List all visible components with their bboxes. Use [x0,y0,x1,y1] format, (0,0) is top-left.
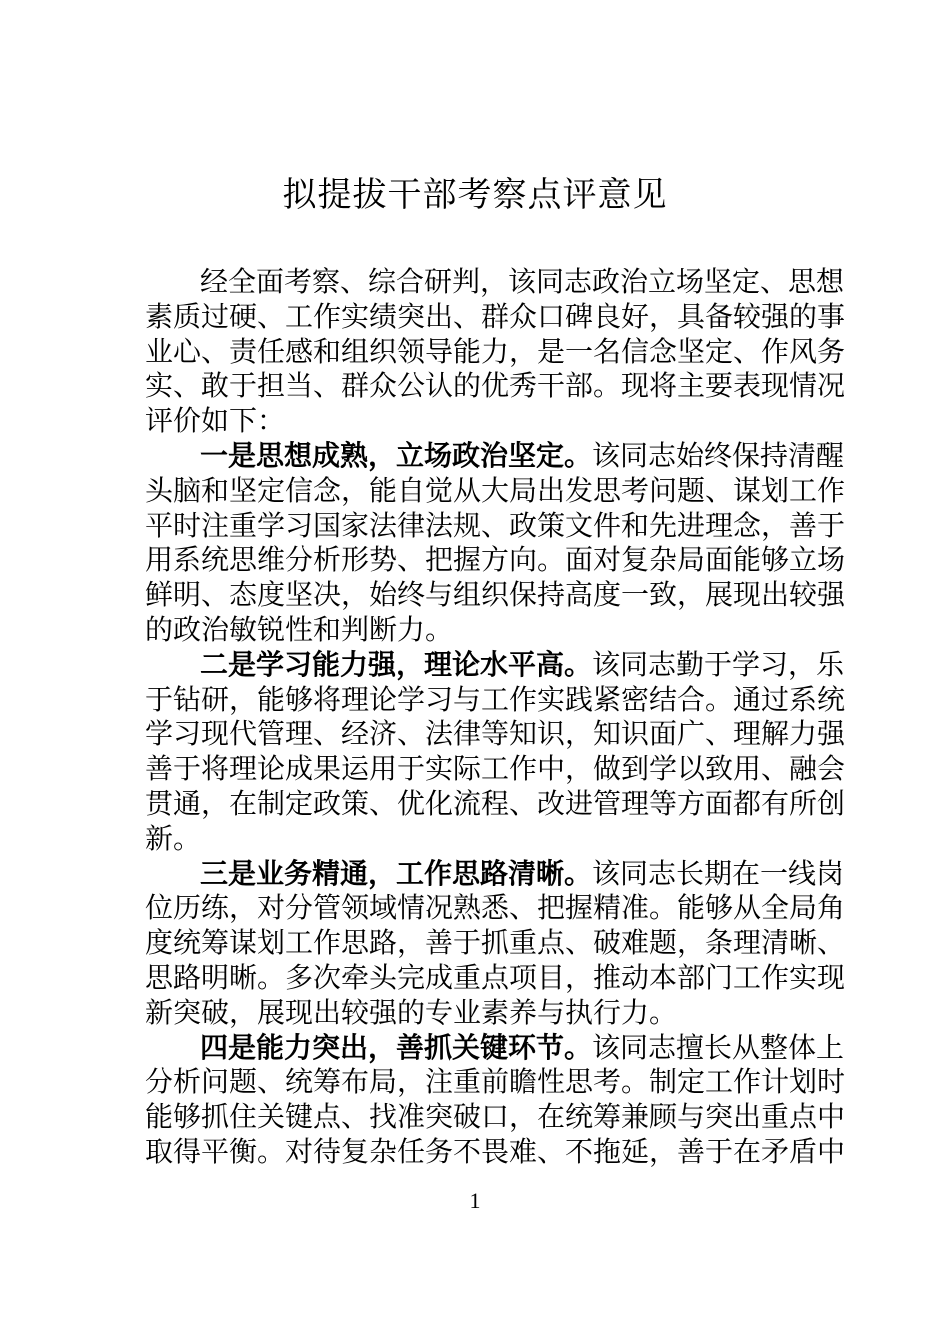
line-text: 新。 [145,821,202,855]
text-line [145,1065,846,1100]
text-line [145,438,845,474]
paragraph-heading: 二是学习能力强，理论水平高。 [200,647,593,681]
text-line [145,647,845,683]
line-text: 分析问题、统筹布局，注重前瞻性思考。制定工作计划时 [145,1065,846,1099]
paragraph [145,265,846,439]
line-text: 取得平衡。对待复杂任务不畏难、不拖延，善于在矛盾中 [145,1134,846,1168]
text-line [145,682,846,718]
paragraph [145,438,846,648]
line-text: 该同志始终保持清醒 [592,438,845,472]
line-text: 贯通，在制定政策、优化流程、改进管理等方面都有所创 [145,786,846,820]
text-line [145,822,805,857]
text-line [145,613,805,648]
line-text: 用系统思维分析形势、把握方向。面对复杂局面能够立场 [145,543,846,577]
text-line [145,1030,845,1066]
paragraph-heading: 四是能力突出，善抓关键环节。 [200,1030,593,1064]
text-line [145,1100,846,1135]
line-text: 实、敢于担当、群众公认的优秀干部。现将主要表现情况 [145,369,846,403]
text-line [145,960,846,996]
line-text: 业心、责任感和组织领导能力，是一名信念坚定、作风务 [145,334,846,368]
paragraph [145,1030,846,1170]
text-line [145,1134,846,1170]
line-text: 的政治敏锐性和判断力。 [145,612,454,646]
line-text: 素质过硬、工作实绩突出、群众口碑良好，具备较强的事 [145,299,846,333]
text-line [145,856,845,892]
text-line [145,891,846,926]
line-text: 新突破，展现出较强的专业素养与执行力。 [145,995,678,1029]
line-text: 善于将理论成果运用于实际工作中，做到学以致用、融会 [145,752,846,786]
page-number: 1 [469,1188,481,1213]
text-line [145,752,846,787]
line-text: 该同志长期在一线岗 [592,856,845,890]
text-line [145,926,846,961]
line-text: 学习现代管理、经济、法律等知识，知识面广、理解力强 [145,717,846,751]
text-line [145,996,805,1031]
document-body [145,265,846,1170]
paragraph [145,856,846,1031]
line-text: 经全面考察、综合研判，该同志政治立场坚定、思想 [200,265,845,298]
text-line [145,299,846,335]
text-line [145,786,846,822]
text-line [145,404,805,439]
line-text: 平时注重学习国家法律法规、政策文件和先进理念，善于 [145,508,846,542]
line-text: 该同志勤于学习，乐 [592,647,845,681]
line-text: 于钻研，能够将理论学习与工作实践紧密结合。通过系统 [145,682,846,716]
text-line [145,369,846,404]
line-text: 度统筹谋划工作思路，善于抓重点、破难题，条理清晰、 [145,926,846,960]
text-line [145,717,846,752]
paragraph-heading: 三是业务精通，工作思路清晰。 [200,856,593,890]
document-title: 拟提拔干部考察点评意见 [282,175,668,215]
text-line [145,543,846,578]
text-line [145,473,846,509]
text-line [145,508,846,544]
text-line [145,334,846,370]
line-text: 位历练，对分管领域情况熟悉、把握精准。能够从全局角 [145,891,846,925]
line-text: 鲜明、态度坚决，始终与组织保持高度一致，展现出较强 [145,578,846,612]
line-text: 头脑和坚定信念，能自觉从大局出发思考问题、谋划工作 [145,473,846,507]
line-text: 思路明晰。多次牵头完成重点项目，推动本部门工作实现 [145,960,846,994]
text-line [145,578,846,613]
line-text: 该同志擅长从整体上 [592,1030,845,1064]
line-text: 能够抓住关键点、找准突破口，在统筹兼顾与突出重点中 [145,1100,846,1134]
text-line [145,265,845,300]
line-text: 评价如下： [145,404,286,438]
paragraph [145,647,846,857]
paragraph-heading: 一是思想成熟，立场政治坚定。 [200,438,593,472]
